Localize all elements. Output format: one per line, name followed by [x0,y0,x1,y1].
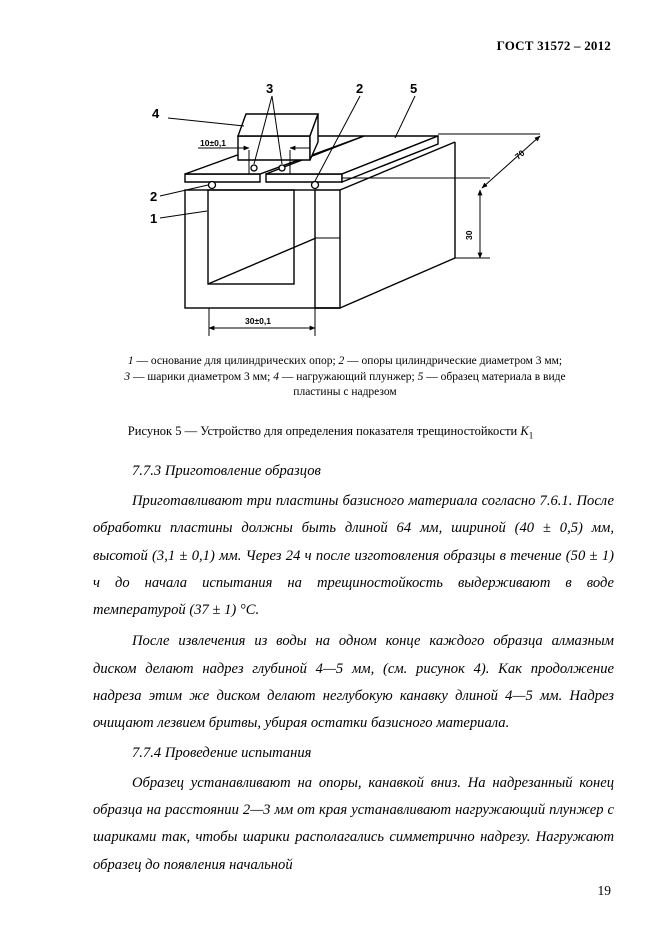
caption-num-5: 5 [417,370,424,383]
caption-text-5: — образец материала в виде пластины с надрезом [293,370,566,398]
dim-gap: 10±0,1 [200,138,226,148]
section-7-7-3 [93,460,614,879]
figure-title-symbol: K [520,424,529,438]
paragraph: Приготавливают три пластины базисного материала согласно 7.6.1. После обработки пластины должны быть длиной 64 мм, шириной (40 ± 0,5) мм, высотой (3,1 ± 0,1) мм. Через 24 ч после изготовления образцы в течение (50 ± 1) ч до начала испытания на трещиностойкость выдерживают в воде температурой (37 ± 1) °С. [93,493,614,619]
caption-text-3: — шарики диаметром 3 мм; [130,370,274,383]
callout-2-left: 2 [150,189,158,204]
caption-num-3: 3 [124,370,131,383]
paragraph: Образец устанавливают на опоры, канавкой вниз. На надрезанный конец образца на расстоянии 2—3 мм от края устанавливают нагружающий плунжер с шариками так, чтобы шарики располагались симметрично надрезу. Нагружают образец до появления начальной [93,774,614,873]
paragraph: После извлечения из воды на одном конце каждого образца алмазным диском делают надрез глубиной 4—5 мм, (см. рисунок 4). Как продолжение надреза этим же диском делают неглубокую канавку длиной 4—5 мм. Надрез очищают лезвием бритвы, убирая остатки базисного материала. [93,633,614,732]
caption-text-4: — нагружающий плунжер; [279,370,418,383]
caption-num-4: 4 [273,370,279,383]
figure-title: Рисунок 5 — Устройство для определения показателя трещиностойкости $K_1$ [127,424,534,441]
callout-1: 1 [150,211,158,226]
caption-text-1: — основание для цилиндрических опор; [133,355,339,367]
dim-height: 30 [464,230,474,240]
caption-num-2: 2 [338,355,345,367]
caption-text-2: — опоры цилиндрические диаметром 3 мм; [344,355,563,367]
figure-title-subscript: 1 [528,430,534,441]
standard-header: ГОСТ 31572 – 2012 [496,38,611,53]
caption-num-1: 1 [127,355,134,367]
dim-base: 30±0,1 [245,316,271,326]
callout-5: 5 [410,81,418,96]
figure-caption [110,354,580,401]
section-heading: 7.7.4 Проведение испытания [132,744,312,761]
test-device-figure [120,78,560,348]
page-number: 19 [597,883,611,898]
callout-2-top: 2 [356,81,364,96]
section-heading: 7.7.3 Приготовление образцов [132,463,321,479]
callout-4: 4 [152,106,160,121]
callout-3: 3 [266,81,274,96]
dim-width: 70 [512,147,527,162]
